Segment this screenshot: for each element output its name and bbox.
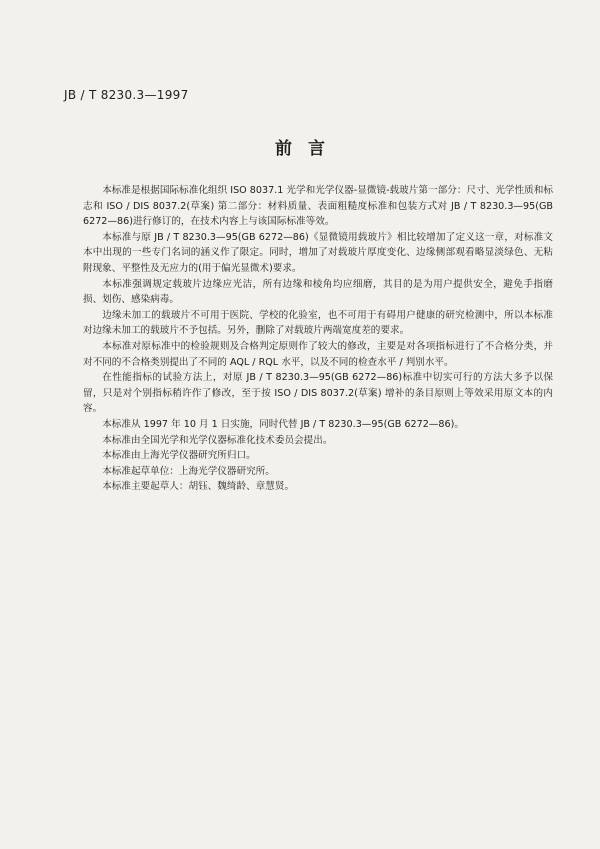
paragraph: 本标准起草单位：上海光学仪器研究所。 [102, 465, 275, 477]
paragraph: 本标准是根据国际标准化组织 ISO 8037.1 光学和光学仪器-显微镜-载玻片第一部分：尺寸、光学性质和标志和 ISO / DIS 8037.2(草案) 第二部分：材料质量、表面粗糙度标准和包装方式对 JB / T 8230.3—95(GB 6272—86)进行修订的，在技术内容上与该国际标准等效。 [83, 185, 553, 228]
foreword-body [83, 183, 553, 495]
standard-code: JB / T 8230.3—1997 [64, 88, 189, 102]
paragraph: 本标准对原标准中的检验规则及合格判定原则作了较大的修改，主要是对各项指标进行了不合格分类，并对不同的不合格类别提出了不同的 AQL / RQL 水平，以及不同的检查水平 / 判别水平。 [83, 340, 553, 368]
page-title: 前言 [275, 139, 341, 159]
paragraph: 本标准与原 JB / T 8230.3—95(GB 6272—86)《显微镜用载玻片》相比较增加了定义这一章，对标准文本中出现的一些专门名词的涵义作了限定。同时，增加了对载玻片厚度变化、边缘侧部观看略显淡绿色、无粘附现象、平整性及无应力的(用于偏光显微术)要求。 [83, 231, 553, 274]
paragraph: 边缘未加工的载玻片不可用于医院、学校的化验室，也不可用于有碍用户健康的研究检测中，所以本标准对边缘未加工的载玻片不予包括。另外，删除了对载玻片两端宽度差的要求。 [83, 309, 553, 337]
paragraph: 本标准由上海光学仪器研究所归口。 [102, 450, 256, 462]
paragraph: 本标准由全国光学和光学仪器标准化技术委员会提出。 [102, 434, 333, 446]
paragraph: 本标准强调规定载玻片边缘应光洁，所有边缘和棱角均应细磨，其目的是为用户提供安全，避免手指磨损、划伤、感染病毒。 [83, 278, 553, 306]
paragraph: 本标准主要起草人：胡钰、魏绮龄、章慧贤。 [102, 481, 295, 493]
paragraph: 本标准从 1997 年 10 月 1 日实施，同时代替 JB / T 8230.3—95(GB 6272—86)。 [102, 418, 464, 430]
paragraph: 在性能指标的试验方法上，对原 JB / T 8230.3—95(GB 6272—86)标准中切实可行的方法大多予以保留，只是对个别指标稍许作了修改，至于按 ISO / DIS 8037.2(草案) 增补的条目原则上等效采用原文本的内容。 [83, 372, 553, 415]
